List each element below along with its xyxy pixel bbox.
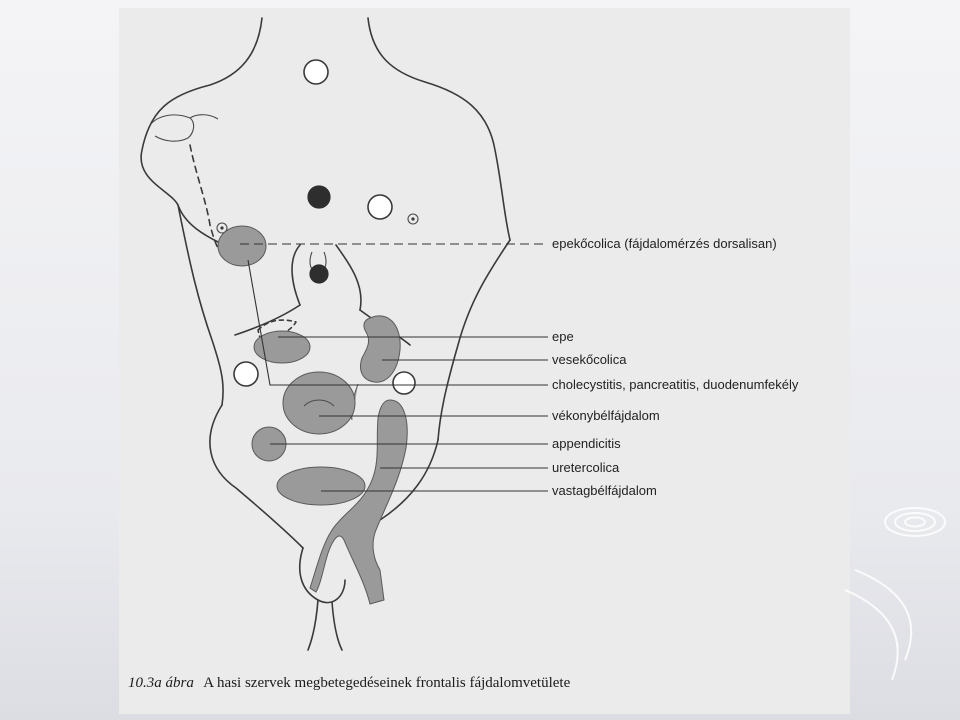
label-vesekocolica: vesekőcolica [552, 352, 627, 367]
label-epe: epe [552, 329, 574, 344]
region-cholecystitis [254, 331, 310, 363]
label-epekocolica: epekőcolica (fájdalomérzés dorsalisan) [552, 236, 777, 251]
region-vesekocolica [361, 316, 401, 382]
label-appendicitis: appendicitis [552, 436, 621, 451]
point-chest-open [368, 195, 392, 219]
point-left-flank-open [234, 362, 258, 386]
caption-figure-number: 10.3a ábra [128, 675, 194, 691]
region-epekocolica [218, 226, 266, 266]
label-cholecystitis: cholecystitis, pancreatitis, duodenumfekély [552, 377, 799, 392]
caption-text: A hasi szervek megbetegedéseinek frontalis fájdalomvetülete [203, 675, 571, 691]
decorative-swirl-icon [845, 508, 945, 680]
point-right-flank-open [393, 372, 415, 394]
figure-caption [128, 674, 571, 691]
label-vekonybel: vékonybélfájdalom [552, 408, 660, 423]
region-vekonybel [283, 372, 355, 434]
point-epigastric-dark [310, 265, 328, 283]
region-vastagbel [277, 467, 365, 505]
point-sternum-dark [308, 186, 330, 208]
svg-text:10.3a ábra A hasi szer [128, 674, 571, 691]
pain-regions [218, 226, 407, 604]
label-vastagbel: vastagbélfájdalom [552, 483, 657, 498]
label-uretercolica: uretercolica [552, 460, 620, 475]
point-throat-open [304, 60, 328, 84]
labels [552, 236, 799, 498]
